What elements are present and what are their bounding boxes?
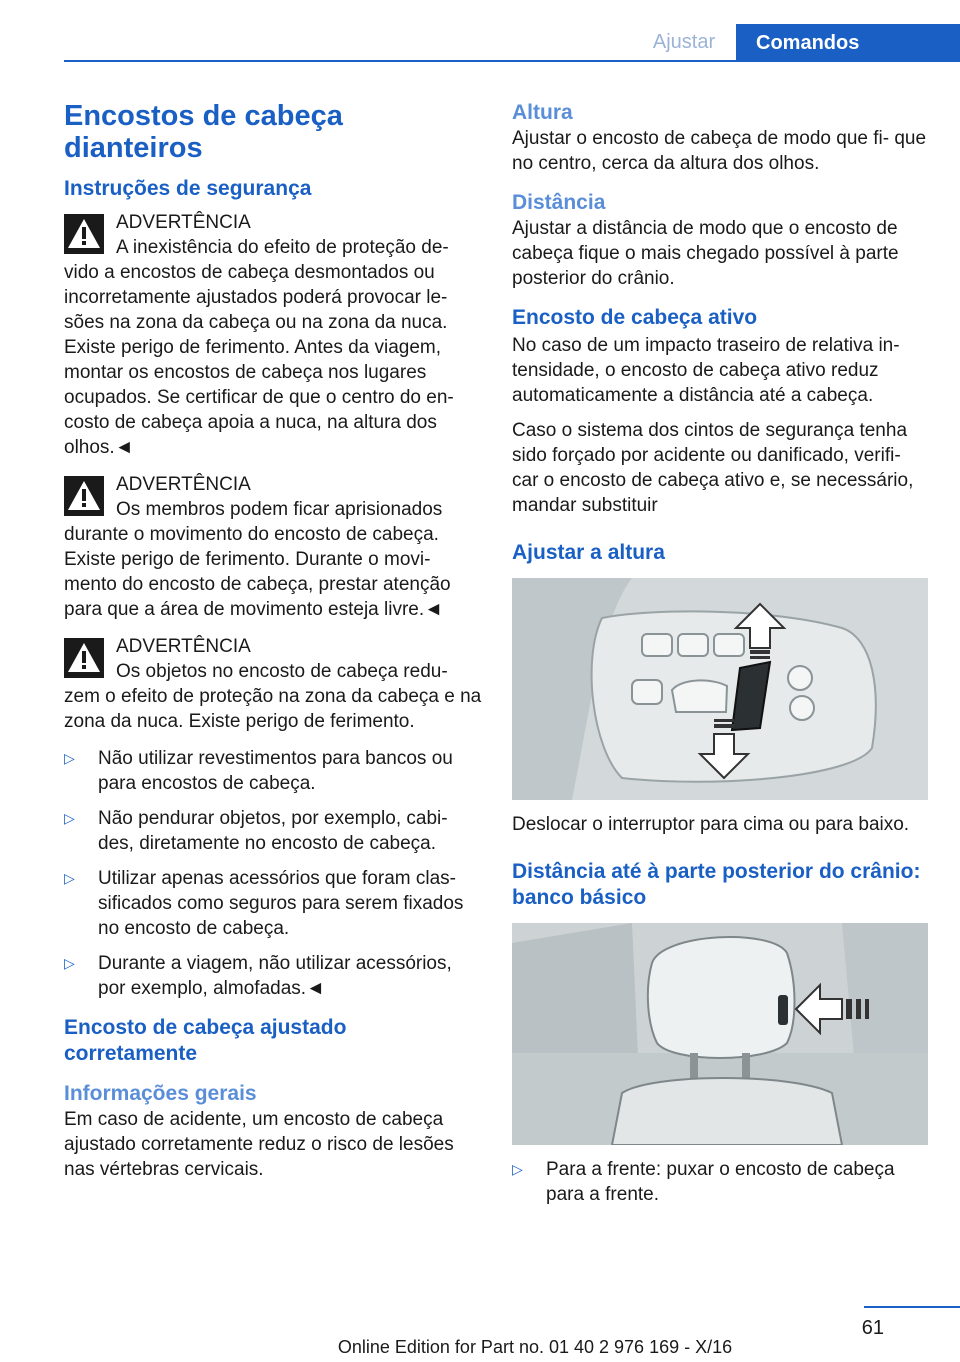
header-rule bbox=[64, 60, 960, 62]
warning-lead: A inexistência do efeito de proteção de- bbox=[116, 237, 449, 258]
warning-label: ADVERTÊNCIA bbox=[116, 636, 251, 657]
right-column bbox=[512, 100, 930, 1217]
page-title: Encostos de cabeça dianteiros bbox=[64, 100, 343, 164]
triangle-bullet-icon: ▷ bbox=[64, 810, 75, 826]
distance-basic-heading: Distância até à parte posterior do crânio: banco básico bbox=[512, 860, 921, 909]
distance-text: Ajustar a distância de modo que o encosto de cabeça fique o mais chegado possível à parte posterior do crânio. bbox=[512, 218, 899, 289]
correct-heading: Encosto de cabeça ajustado corretamente bbox=[64, 1016, 347, 1065]
adjust-height-caption: Deslocar o interruptor para cima ou para baixo. bbox=[512, 814, 910, 835]
safety-bullet-list bbox=[64, 746, 482, 1001]
active-text-1: No caso de um impacto traseiro de relativa in- tensidade, o encosto de cabeça ativo reduz automaticamente a distância até a cabeça. bbox=[512, 335, 900, 406]
warning-triangle-icon bbox=[64, 638, 104, 678]
warning-1 bbox=[64, 210, 482, 260]
headrest-illustration bbox=[512, 923, 928, 1145]
header-tab-ajustar: Ajustar bbox=[652, 31, 716, 53]
footer-rule bbox=[864, 1306, 960, 1308]
warning-2 bbox=[64, 472, 482, 522]
triangle-bullet-icon: ▷ bbox=[64, 955, 75, 971]
distance-bullet-list bbox=[512, 1157, 930, 1207]
general-text: Em caso de acidente, um encosto de cabeça ajustado corretamente reduz o risco de lesões nas vértebras cervicais. bbox=[64, 1109, 454, 1180]
warning-body: vido a encostos de cabeça desmontados ou incorretamente ajustados poderá provocar le- sões na zona da cabeça ou na zona da nuca. Existe perigo de ferimento. Antes da viagem, montar os encostos de cabeça nos lugares ocupados. Se certificar de que o centro do en- costo de cabeça apoia a nuca, na altura dos olhos.◄ bbox=[64, 262, 454, 458]
seat-switch-illustration bbox=[512, 578, 928, 800]
warning-lead: Os objetos no encosto de cabeça redu- bbox=[116, 661, 448, 682]
active-text-2: Caso o sistema dos cintos de segurança tenha sido forçado por acidente ou danificado, verifi- car o encosto de cabeça ativo e, se necessário, mandar substituir bbox=[512, 420, 914, 516]
warning-label: ADVERTÊNCIA bbox=[116, 474, 251, 495]
warning-triangle-icon bbox=[64, 476, 104, 516]
list-item: ▷ Utilizar apenas acessórios que foram clas- sificados como seguros para serem fixados no encosto de cabeça. bbox=[64, 868, 464, 939]
headrest-figure bbox=[512, 923, 928, 1145]
left-column bbox=[64, 100, 482, 1192]
warning-triangle-icon bbox=[64, 214, 104, 254]
warning-3 bbox=[64, 634, 482, 684]
general-heading: Informações gerais bbox=[64, 1082, 257, 1105]
list-item: ▷ Para a frente: puxar o encosto de cabeça para a frente. bbox=[512, 1159, 895, 1205]
list-item: ▷ Não pendurar objetos, por exemplo, cabi- des, diretamente no encosto de cabeça. bbox=[64, 808, 448, 854]
edition-text: Online Edition for Part no. 01 40 2 976 169 - X/16 bbox=[337, 1337, 733, 1357]
list-item: ▷ Não utilizar revestimentos para bancos ou para encostos de cabeça. bbox=[64, 748, 453, 794]
warning-label: ADVERTÊNCIA bbox=[116, 212, 251, 233]
list-item: ▷ Durante a viagem, não utilizar acessórios, por exemplo, almofadas.◄ bbox=[64, 953, 452, 999]
distance-heading: Distância bbox=[512, 191, 606, 214]
active-heading: Encosto de cabeça ativo bbox=[512, 306, 758, 329]
triangle-bullet-icon: ▷ bbox=[512, 1161, 523, 1177]
triangle-bullet-icon: ▷ bbox=[64, 870, 75, 886]
seat-switch-figure bbox=[512, 578, 928, 800]
warning-lead: Os membros podem ficar aprisionados bbox=[116, 499, 443, 520]
header-tab-comandos: Comandos bbox=[736, 24, 960, 62]
warning-body: zem o efeito de proteção na zona da cabeça e na zona da nuca. Existe perigo de ferimento. bbox=[64, 686, 482, 732]
safety-heading: Instruções de segurança bbox=[64, 177, 312, 200]
triangle-bullet-icon: ▷ bbox=[64, 750, 75, 766]
height-heading: Altura bbox=[512, 101, 573, 124]
height-text: Ajustar o encosto de cabeça de modo que fi- que no centro, cerca da altura dos olhos. bbox=[512, 128, 927, 174]
warning-body: durante o movimento do encosto de cabeça. Existe perigo de ferimento. Durante o movi- mento do encosto de cabeça, prestar atenção para que a área de movimento esteja livre.◄ bbox=[64, 524, 451, 620]
page-number: 61 bbox=[861, 1317, 884, 1339]
adjust-height-heading: Ajustar a altura bbox=[512, 541, 665, 564]
